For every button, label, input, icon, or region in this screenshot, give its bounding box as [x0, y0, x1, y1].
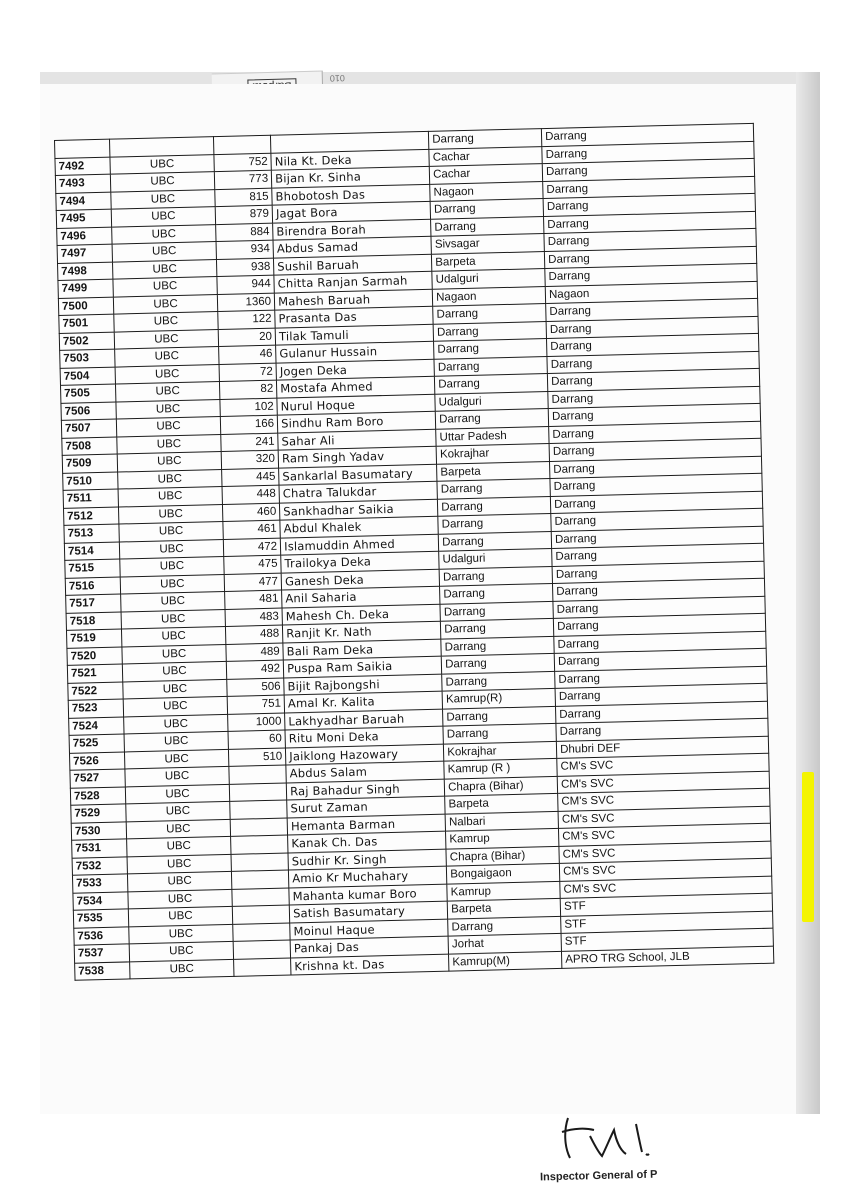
posting-unit-cell: Darrang: [554, 648, 766, 671]
serial-number-cell: 7493: [55, 174, 110, 193]
name-cell: Hemanta Barman: [287, 814, 445, 835]
category-cell: UBC: [124, 749, 229, 769]
serial-number-cell: 7513: [64, 524, 119, 543]
serial-number-cell: 7523: [68, 699, 123, 718]
name-cell: Chitta Ranjan Sarmah: [274, 271, 432, 292]
number-cell: 166: [220, 415, 277, 434]
number-cell: 934: [216, 240, 273, 259]
posting-unit-cell: APRO TRG School, JLB: [562, 946, 774, 969]
personnel-table: [54, 123, 774, 981]
name-cell: Tilak Tamuli: [275, 324, 433, 345]
posting-unit-cell: Darrang: [550, 491, 762, 514]
number-cell: 461: [223, 520, 280, 539]
name-cell: Raj Bahadur Singh: [286, 779, 444, 800]
home-district-cell: Kamrup(R): [442, 688, 555, 708]
name-cell: Anil Saharia: [282, 586, 440, 607]
category-cell: UBC: [125, 766, 230, 786]
name-cell: Birendra Borah: [273, 219, 431, 240]
number-cell: [229, 783, 286, 802]
posting-unit-cell: CM's SVC: [560, 876, 772, 899]
number-cell: 472: [223, 538, 280, 557]
home-district-cell: Darrang: [441, 653, 554, 673]
serial-number-cell: 7530: [71, 821, 126, 840]
home-district-cell: Darrang: [435, 374, 548, 394]
serial-number-cell: 7503: [60, 349, 115, 368]
number-cell: 460: [223, 503, 280, 522]
number-cell: [229, 765, 286, 784]
serial-number-cell: 7518: [66, 612, 121, 631]
posting-unit-cell: Darrang: [553, 578, 765, 601]
home-district-cell: Sivsagar: [431, 234, 544, 254]
serial-number-cell: 7527: [70, 769, 125, 788]
signature: [550, 1110, 670, 1170]
home-district-cell: Darrang: [440, 601, 553, 621]
number-cell: 815: [215, 188, 272, 207]
serial-number-cell: 7506: [61, 402, 116, 421]
category-cell: UBC: [113, 294, 218, 314]
number-cell: 751: [227, 695, 284, 714]
name-cell: Sindhu Ram Boro: [277, 411, 435, 432]
name-cell: Islamuddin Ahmed: [280, 534, 438, 555]
posting-unit-cell: Darrang: [544, 211, 756, 234]
category-cell: UBC: [120, 591, 225, 611]
serial-number-cell: 7520: [67, 646, 122, 665]
category-cell: UBC: [123, 696, 228, 716]
home-district-cell: Nagaon: [432, 286, 545, 306]
number-cell: [230, 800, 287, 819]
serial-number-cell: 7515: [65, 559, 120, 578]
posting-unit-cell: Darrang: [550, 456, 762, 479]
home-district-cell: Kamrup (R ): [444, 758, 557, 778]
serial-number-cell: 7536: [74, 926, 129, 945]
posting-unit-cell: Darrang: [552, 561, 764, 584]
posting-unit-cell: Darrang: [542, 141, 754, 164]
posting-unit-cell: Darrang: [551, 508, 763, 531]
home-district-cell: Jorhat: [448, 933, 561, 953]
serial-number-cell: 7504: [60, 367, 115, 386]
number-cell: 72: [219, 363, 276, 382]
number-cell: 483: [225, 608, 282, 627]
category-cell: UBC: [123, 714, 228, 734]
home-district-cell: Barpeta: [437, 461, 550, 481]
category-cell: UBC: [115, 382, 220, 402]
name-cell: Ritu Moni Deka: [285, 726, 443, 747]
home-district-cell: Barpeta: [447, 898, 560, 918]
category-cell: UBC: [114, 312, 219, 332]
serial-number-cell: 7522: [68, 681, 123, 700]
number-cell: 46: [219, 345, 276, 364]
serial-number-cell: 7508: [62, 437, 117, 456]
category-cell: UBC: [119, 539, 224, 559]
number-cell: 938: [217, 258, 274, 277]
home-district-cell: Darrang: [443, 706, 556, 726]
name-cell: Trailokya Deka: [281, 551, 439, 572]
number-cell: [234, 957, 291, 976]
table-cell: [214, 135, 271, 154]
posting-unit-cell: Darrang: [544, 246, 756, 269]
posting-unit-cell: Darrang: [546, 298, 758, 321]
home-district-cell: Darrang: [441, 618, 554, 638]
name-cell: Jagat Bora: [272, 201, 430, 222]
serial-number-cell: 7494: [56, 192, 111, 211]
number-cell: 82: [220, 380, 277, 399]
posting-unit-cell: Darrang: [547, 368, 759, 391]
home-district-cell: Bongaigaon: [447, 863, 560, 883]
serial-number-cell: 7514: [64, 542, 119, 561]
posting-unit-cell: Darrang: [555, 666, 767, 689]
home-district-cell: Darrang: [438, 513, 551, 533]
serial-number-cell: 7497: [57, 244, 112, 263]
page-edge: [796, 72, 820, 1114]
category-cell: UBC: [117, 452, 222, 472]
name-cell: Amio Kr Muchahary: [289, 866, 447, 887]
category-cell: UBC: [128, 906, 233, 926]
number-cell: [231, 835, 288, 854]
home-district-cell: Kamrup: [446, 828, 559, 848]
number-cell: 475: [224, 555, 281, 574]
home-district-cell: Nagaon: [430, 181, 543, 201]
document-sheet: [40, 84, 820, 1114]
posting-unit-cell: Darrang: [550, 473, 762, 496]
category-cell: UBC: [122, 644, 227, 664]
posting-unit-cell: Darrang: [547, 351, 759, 374]
posting-unit-cell: Darrang: [542, 158, 754, 181]
home-district-cell: Darrang: [439, 566, 552, 586]
home-district-cell: Darrang: [438, 531, 551, 551]
posting-unit-cell: Darrang: [549, 438, 761, 461]
category-cell: UBC: [116, 399, 221, 419]
name-cell: Chatra Talukdar: [279, 481, 437, 502]
posting-unit-cell: CM's SVC: [559, 823, 771, 846]
category-cell: UBC: [116, 417, 221, 437]
home-district-cell: Darrang: [437, 478, 550, 498]
category-cell: UBC: [110, 154, 215, 174]
number-cell: 506: [227, 678, 284, 697]
serial-number-cell: 7526: [69, 751, 124, 770]
category-cell: UBC: [126, 801, 231, 821]
serial-number-cell: 7529: [71, 804, 126, 823]
name-cell: Abdul Khalek: [280, 516, 438, 537]
number-cell: 752: [214, 153, 271, 172]
posting-unit-cell: Darrang: [552, 543, 764, 566]
home-district-cell: Darrang: [440, 583, 553, 603]
serial-number-cell: 7532: [72, 856, 127, 875]
highlighter-mark: [802, 772, 814, 922]
category-cell: UBC: [129, 941, 234, 961]
name-cell: Bijit Rajbongshi: [284, 674, 442, 695]
posting-unit-cell: Darrang: [553, 613, 765, 636]
home-district-cell: Udalguri: [432, 269, 545, 289]
serial-number-cell: 7496: [57, 227, 112, 246]
category-cell: UBC: [112, 242, 217, 262]
posting-unit-cell: Darrang: [546, 316, 758, 339]
number-cell: 773: [214, 170, 271, 189]
serial-number-cell: 7531: [72, 839, 127, 858]
category-cell: UBC: [122, 661, 227, 681]
name-cell: Kanak Ch. Das: [288, 831, 446, 852]
category-cell: UBC: [119, 521, 224, 541]
serial-number-cell: 7495: [56, 209, 111, 228]
number-cell: 445: [222, 468, 279, 487]
posting-unit-cell: Darrang: [548, 386, 760, 409]
category-cell: UBC: [120, 574, 225, 594]
posting-unit-cell: Dhubri DEF: [556, 736, 768, 759]
name-cell: Nila Kt. Deka: [271, 149, 429, 170]
category-cell: UBC: [118, 486, 223, 506]
number-cell: [232, 887, 289, 906]
name-cell: Moinul Haque: [290, 919, 448, 940]
name-cell: Sushil Baruah: [274, 254, 432, 275]
home-district-cell: Darrang: [430, 199, 543, 219]
home-district-cell: Udalguri: [435, 391, 548, 411]
serial-number-cell: 7535: [73, 909, 128, 928]
serial-number-cell: 7499: [58, 279, 113, 298]
posting-unit-cell: Darrang: [544, 228, 756, 251]
serial-number-cell: 7528: [70, 786, 125, 805]
number-cell: 1360: [217, 293, 274, 312]
posting-unit-cell: Darrang: [541, 123, 753, 146]
category-cell: UBC: [113, 277, 218, 297]
number-cell: 884: [216, 223, 273, 242]
name-cell: Sudhir Kr. Singh: [288, 849, 446, 870]
home-district-cell: Kamrup(M): [449, 951, 562, 971]
category-cell: UBC: [125, 784, 230, 804]
posting-unit-cell: Darrang: [545, 263, 757, 286]
number-cell: [232, 905, 289, 924]
home-district-cell: Kokrajhar: [444, 741, 557, 761]
number-cell: 879: [215, 205, 272, 224]
home-district-cell: Nalbari: [445, 811, 558, 831]
posting-unit-cell: Darrang: [555, 683, 767, 706]
name-cell: Surut Zaman: [287, 796, 445, 817]
category-cell: UBC: [114, 347, 219, 367]
home-district-cell: Uttar Padesh: [436, 426, 549, 446]
number-cell: 241: [221, 433, 278, 452]
home-district-cell: Darrang: [431, 216, 544, 236]
category-cell: UBC: [126, 836, 231, 856]
posting-unit-cell: Darrang: [548, 403, 760, 426]
name-cell: Mahanta kumar Boro: [289, 884, 447, 905]
home-district-cell: Barpeta: [432, 251, 545, 271]
number-cell: [233, 940, 290, 959]
name-cell: Ganesh Deka: [281, 569, 439, 590]
home-district-cell: Kokrajhar: [436, 443, 549, 463]
category-cell: UBC: [123, 679, 228, 699]
category-cell: UBC: [128, 889, 233, 909]
number-cell: 448: [222, 485, 279, 504]
name-cell: Ranjit Kr. Nath: [283, 621, 441, 642]
home-district-cell: Darrang: [434, 356, 547, 376]
faint-tab-text: 010: [329, 72, 345, 84]
name-cell: Gulanur Hussain: [276, 341, 434, 362]
category-cell: UBC: [121, 609, 226, 629]
serial-number-cell: 7524: [69, 716, 124, 735]
posting-unit-cell: CM's SVC: [557, 771, 769, 794]
home-district-cell: Darrang: [433, 321, 546, 341]
number-cell: [230, 818, 287, 837]
home-district-cell: Udalguri: [439, 548, 552, 568]
name-cell: Abdus Salam: [286, 761, 444, 782]
name-cell: Pankaj Das: [290, 936, 448, 957]
number-cell: 944: [217, 275, 274, 294]
serial-number-cell: 7507: [61, 419, 116, 438]
number-cell: 102: [220, 398, 277, 417]
number-cell: 320: [221, 450, 278, 469]
category-cell: UBC: [120, 556, 225, 576]
number-cell: 60: [228, 730, 285, 749]
name-cell: Jogen Deka: [276, 359, 434, 380]
posting-unit-cell: Darrang: [553, 596, 765, 619]
number-cell: 481: [225, 590, 282, 609]
category-cell: UBC: [124, 731, 229, 751]
serial-number-cell: 7501: [59, 314, 114, 333]
home-district-cell: Darrang: [435, 409, 548, 429]
name-cell: Amal Kr. Kalita: [284, 691, 442, 712]
serial-number-cell: 7519: [66, 629, 121, 648]
category-cell: UBC: [126, 819, 231, 839]
name-cell: Mahesh Baruah: [274, 289, 432, 310]
inspector-general-caption: Inspector General of P: [539, 1168, 658, 1184]
number-cell: 488: [226, 625, 283, 644]
home-district-cell: Cachar: [429, 146, 542, 166]
name-cell: Puspa Ram Saikia: [283, 656, 441, 677]
posting-unit-cell: CM's SVC: [558, 806, 770, 829]
posting-unit-cell: CM's SVC: [559, 841, 771, 864]
category-cell: UBC: [118, 504, 223, 524]
posting-unit-cell: Darrang: [554, 631, 766, 654]
number-cell: [231, 852, 288, 871]
name-cell: Bhobotosh Das: [272, 184, 430, 205]
name-cell: Sankarlal Basumatary: [279, 464, 437, 485]
serial-number-cell: 7533: [72, 874, 127, 893]
posting-unit-cell: Darrang: [556, 701, 768, 724]
posting-unit-cell: CM's SVC: [558, 788, 770, 811]
name-cell: Ram Singh Yadav: [278, 446, 436, 467]
category-cell: UBC: [117, 434, 222, 454]
serial-number-cell: 7534: [73, 891, 128, 910]
home-district-cell: Kamrup: [447, 881, 560, 901]
home-district-cell: Darrang: [442, 671, 555, 691]
number-cell: 510: [229, 748, 286, 767]
posting-unit-cell: STF: [560, 893, 772, 916]
category-cell: UBC: [111, 224, 216, 244]
home-district-cell: Chapra (Bihar): [444, 776, 557, 796]
home-district-cell: Cachar: [429, 164, 542, 184]
posting-unit-cell: Darrang: [556, 718, 768, 741]
category-cell: UBC: [111, 207, 216, 227]
name-cell: Krishna kt. Das: [291, 954, 449, 975]
number-cell: 477: [224, 573, 281, 592]
posting-unit-cell: Darrang: [543, 176, 755, 199]
serial-number-cell: 7511: [63, 489, 118, 508]
serial-number-cell: 7502: [59, 332, 114, 351]
home-district-cell: Darrang: [441, 636, 554, 656]
name-cell: Bali Ram Deka: [283, 639, 441, 660]
category-cell: UBC: [127, 871, 232, 891]
category-cell: UBC: [111, 189, 216, 209]
posting-unit-cell: CM's SVC: [559, 858, 771, 881]
name-cell: Sahar Ali: [278, 429, 436, 450]
serial-number-cell: 7510: [63, 472, 118, 491]
table-cell: [55, 139, 110, 158]
serial-number-cell: 7500: [58, 297, 113, 316]
home-district-cell: Darrang: [443, 723, 556, 743]
serial-number-cell: 7492: [55, 157, 110, 176]
home-district-cell: Darrang: [434, 339, 547, 359]
name-cell: Lakhyadhar Baruah: [285, 709, 443, 730]
home-district-cell: Darrang: [429, 129, 542, 149]
name-cell: Satish Basumatary: [289, 901, 447, 922]
serial-number-cell: 7516: [65, 577, 120, 596]
home-district-cell: Darrang: [433, 304, 546, 324]
category-cell: UBC: [129, 924, 234, 944]
posting-unit-cell: Nagaon: [545, 281, 757, 304]
posting-unit-cell: STF: [561, 928, 773, 951]
serial-number-cell: 7517: [66, 594, 121, 613]
name-cell: Mostafa Ahmed: [277, 376, 435, 397]
number-cell: 489: [226, 643, 283, 662]
name-cell: Prasanta Das: [275, 306, 433, 327]
category-cell: UBC: [114, 329, 219, 349]
number-cell: 122: [218, 310, 275, 329]
posting-unit-cell: Darrang: [551, 526, 763, 549]
serial-number-cell: 7509: [62, 454, 117, 473]
category-cell: UBC: [129, 959, 234, 979]
number-cell: 492: [226, 660, 283, 679]
category-cell: UBC: [115, 364, 220, 384]
category-cell: UBC: [121, 626, 226, 646]
home-district-cell: Darrang: [448, 916, 561, 936]
posting-unit-cell: STF: [561, 911, 773, 934]
name-cell: Mahesh Ch. Deka: [282, 604, 440, 625]
serial-number-cell: 7521: [67, 664, 122, 683]
home-district-cell: Darrang: [438, 496, 551, 516]
serial-number-cell: 7537: [74, 944, 129, 963]
number-cell: [233, 922, 290, 941]
category-cell: UBC: [112, 259, 217, 279]
posting-unit-cell: CM's SVC: [557, 753, 769, 776]
category-cell: UBC: [127, 854, 232, 874]
name-cell: Abdus Samad: [273, 236, 431, 257]
serial-number-cell: 7505: [60, 384, 115, 403]
category-cell: UBC: [117, 469, 222, 489]
serial-number-cell: 7525: [69, 734, 124, 753]
posting-unit-cell: Darrang: [547, 333, 759, 356]
number-cell: 1000: [228, 713, 285, 732]
home-district-cell: Chapra (Bihar): [446, 846, 559, 866]
home-district-cell: Barpeta: [445, 793, 558, 813]
category-cell: UBC: [110, 172, 215, 192]
number-cell: [232, 870, 289, 889]
scanned-page: [40, 72, 820, 1184]
serial-number-cell: 7512: [63, 507, 118, 526]
serial-number-cell: 7498: [58, 262, 113, 281]
posting-unit-cell: Darrang: [543, 193, 755, 216]
name-cell: Jaiklong Hazowary: [286, 744, 444, 765]
number-cell: 20: [218, 328, 275, 347]
posting-unit-cell: Darrang: [549, 421, 761, 444]
name-cell: Bijan Kr. Sinha: [271, 166, 429, 187]
name-cell: Sankhadhar Saikia: [280, 499, 438, 520]
serial-number-cell: 7538: [75, 961, 130, 980]
name-cell: Nurul Hoque: [277, 394, 435, 415]
